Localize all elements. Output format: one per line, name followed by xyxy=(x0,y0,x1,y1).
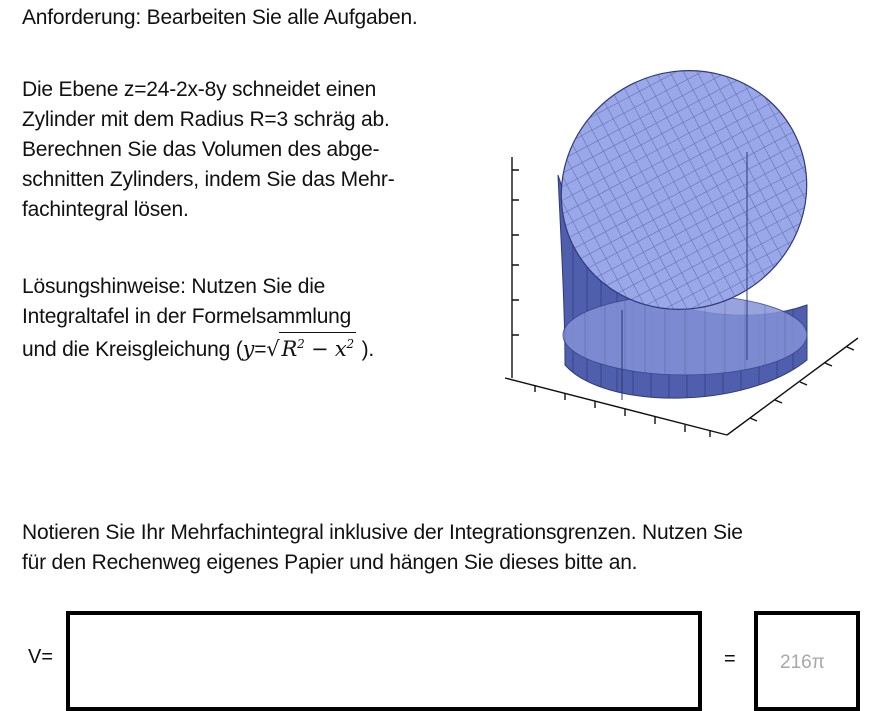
integral-answer-box[interactable] xyxy=(66,611,702,711)
cylinder-figure xyxy=(495,60,865,455)
formula-equals: = xyxy=(254,338,267,361)
result-box xyxy=(754,611,860,711)
hint-line: Lösungshinweise: Nutzen Sie die xyxy=(22,275,326,298)
task-line: Berechnen Sie das Volumen des abge- xyxy=(22,138,380,161)
task-line: Zylinder mit dem Radius R=3 schräg ab. xyxy=(22,108,390,131)
z-ticks xyxy=(512,170,519,335)
notice-line: Notieren Sie Ihr Mehrfachintegral inklusive der Integrationsgrenzen. Nutzen Sie xyxy=(22,521,743,544)
task-line: Die Ebene z=24-2x-8y schneidet einen xyxy=(22,78,377,101)
integral-answer-input[interactable] xyxy=(70,615,698,707)
equals-sign: = xyxy=(724,648,736,670)
hint-text xyxy=(22,272,374,365)
result-value: 216π xyxy=(780,652,825,673)
formula-x-exponent: 2 xyxy=(346,337,354,351)
sqrt-sign: √ xyxy=(266,337,280,361)
task-line: fachintegral lösen. xyxy=(22,198,189,221)
hint-suffix: ). xyxy=(355,338,375,361)
hint-line: Integraltafel in der Formelsammlung xyxy=(22,305,352,328)
formula-x: x xyxy=(334,337,347,361)
notice-line: für den Rechenweg eigenes Papier und hängen Sie dieses bitte an. xyxy=(22,551,638,574)
task-line: schnitten Zylinders, indem Sie das Mehr- xyxy=(22,168,395,191)
formula-y: y xyxy=(242,337,255,361)
sqrt-radicand xyxy=(279,332,356,360)
notice-text xyxy=(22,518,743,578)
formula-R-exponent: 2 xyxy=(297,337,305,351)
formula-R: R xyxy=(281,337,298,361)
hint-line-formula xyxy=(22,332,374,365)
formula-minus: − xyxy=(304,337,335,361)
requirement-text: Anforderung: Bearbeiten Sie alle Aufgaben. xyxy=(22,6,418,29)
task-text xyxy=(22,75,395,225)
volume-label: V= xyxy=(28,646,54,668)
hint-prefix: und die Kreisgleichung ( xyxy=(22,338,243,361)
